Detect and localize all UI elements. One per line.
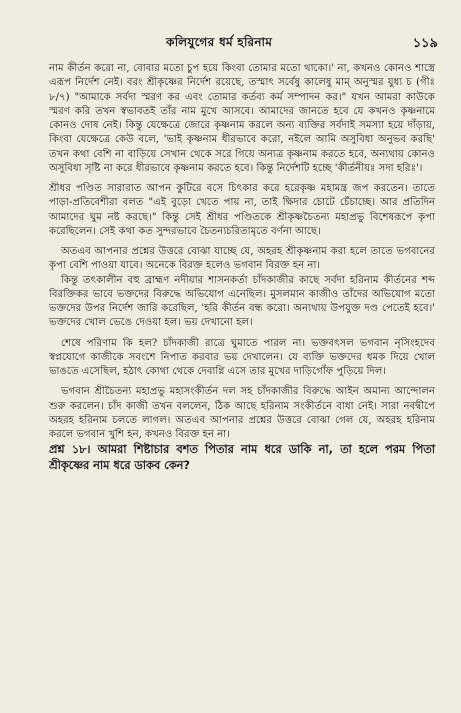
paragraph-5: শেষে পরিণাম কি হল? চাঁদকাজী রাত্রে ঘুমাতে পারল না। ভক্তবৎসল ভগবান নৃসিংহদেব স্বপ্নযোগে কাজীকে সবংশে নিপাত করবার ভয় দেখালেন। যে ব্যক্তি ভক্তদের ধমক দিয়ে খোল ভাঙতে এসেছিল, হঠাৎ কোথা থেকে দেবাগ্নি এসে তার মুখের দাড়িগোঁফ পুড়িয়ে দিল। (49, 337, 435, 377)
running-title: কলিযুগের ধর্ম হরিনাম (166, 35, 273, 49)
page-number: ১১৯ (412, 36, 438, 51)
paragraph-4: কিন্তু তৎকালীন বহু ব্রাহ্মণ নদীয়ার শাসনকর্তা চাঁদকাজীর কাছে সর্বদা হরিনাম কীর্তনের শব্দ বিরক্তিকর ভাবে ভক্তদের বিরুদ্ধে অভিযোগ এনেছিল। মুসলমান কাজীও তাঁদের অভিযোগ মতো ভক্তদের উপর নির্দেশ জারি করেছিল, 'হরি কীর্তন বন্ধ করো। অন্যথায় উপযুক্ত দণ্ড পেতেই হবে।' ভক্তদের খোল ভেঙে দেওয়া হল। ভয় দেখানো হল। (49, 274, 435, 329)
question-heading: প্রশ্ন ১৮। আমরা শিষ্টাচার বশত পিতার নাম ধরে ডাকি না, তা হলে পরম পিতা শ্রীকৃষ্ণের নাম ধরে ডাকব কেন? (49, 443, 435, 473)
page-header (48, 34, 438, 54)
paragraph-1: নাম কীর্তন করো না, বোবার মতো চুপ হয়ে কিংবা তোমার মতো থাকো।' না, কখনও কোনও শাস্ত্রে এরূপ নির্দেশ নেই। বরং শ্রীকৃষ্ণের নির্দেশ রয়েছে, তস্মাৎ সর্বেষু কালেষু মাম্ অনুস্মর যুধ্য চ (গীঃ ৮/৭) "আমাকে সর্বদা স্মরণ কর এবং তোমার কর্তব্য কর্ম সম্পাদন কর।" যখন আমরা কাউকে স্মরণ করি তখন স্বভাবতই তাঁর নাম মুখে আসবে। আমাদের জানতে হবে যে কখনও কৃষ্ণনামে কোনও দোষ নেই। কিন্তু যেক্ষেত্রে জোরে কৃষ্ণনাম করলে অন্য ব্যক্তির সর্বদাই সমস্যা হয়ে দাঁড়ায়, কিংবা যেক্ষেত্রে কেউ বলে, 'ভাই কৃষ্ণনাম ধীরভাবে করো, নইলে আমি অসুবিধা অনুভব করছি' তখন কথা বেশি না বাড়িয়ে সেখান থেকে সরে গিয়ে অন্যত্র কৃষ্ণনাম করতে হবে, অন্যথায় কোনও অসুবিধা সৃষ্টি না করে ধীরভাবে কৃষ্ণনাম করতে হবে। কিন্তু নির্দেশটি হচ্ছে 'কীর্তনীয়ঃ সদা হরিঃ'। (49, 63, 435, 174)
paragraph-2: শ্রীধর পণ্ডিত সারারাত আপন কুটিরে বসে চিৎকার করে হরেকৃষ্ণ মহামন্ত্র জপ করতেন। তাতে পাড়া-প্রতিবেশীরা বলত "এই বুড়ো খেতে পায় না, তাই ক্ষিদার চোটে চেঁচাচ্ছে। আর প্রতিদিন আমাদের ঘুম নষ্ট করছে।" কিন্তু সেই শ্রীধর পণ্ডিতকে শ্রীকৃষ্ণচৈতন্য মহাপ্রভু বিশেষরূপে কৃপা করেছিলেন। সেই কথা কত সুন্দরভাবে চৈতন্যচরিতামৃতে বর্ণনা আছে। (49, 183, 435, 237)
paragraph-3: অতএব আপনার প্রশ্নের উত্তরে বোঝা যাচ্ছে যে, অহরহ শ্রীকৃষ্ণনাম করা হলে তাতে ভগবানের কৃপা বেশি পাওয়া যাবে। অনেকে বিরক্ত হলেও ভগবান বিরক্ত হন না। (49, 246, 435, 272)
paragraph-6: ভগবান শ্রীচৈতন্য মহাপ্রভু মহাসংকীর্তন দল সহ চাঁদকাজীর বিরুদ্ধে আইন অমান্য আন্দোলন শুরু করলেন। চাঁদ কাজী তখন বললেন, ঠিক আছে হরিনাম সংকীর্তনে বাধা নেই। সারা নবদ্বীপে অহরহ হরিনাম চলতে লাগল। অতএব আপনার প্রশ্নের উত্তরে বোঝা গেল যে, অহরহ হরিনাম করলে ভগবান খুশি হন, কখনও বিরক্ত হন না। (49, 386, 435, 440)
page-body (49, 62, 435, 474)
